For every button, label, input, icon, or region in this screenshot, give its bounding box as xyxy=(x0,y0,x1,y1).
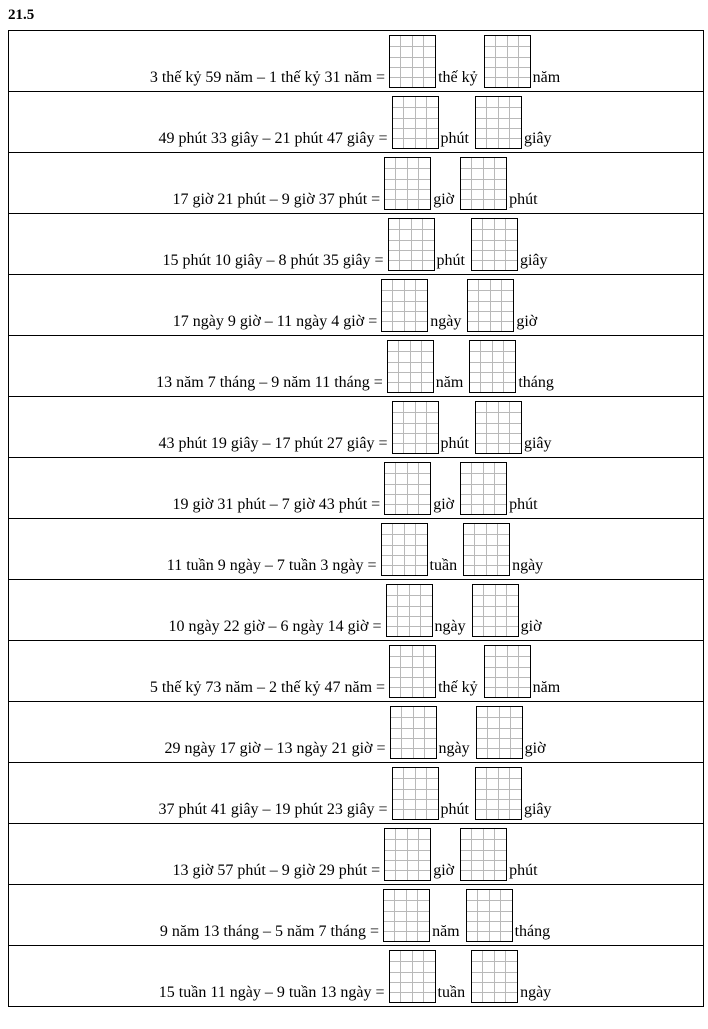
unit-label-1: thế kỷ xyxy=(438,69,478,86)
subtraction-expression: 5 thế kỷ 73 năm – 2 thế kỷ 47 năm = xyxy=(149,679,386,696)
unit-label-1: ngày xyxy=(434,618,466,635)
subtraction-expression: 17 giờ 21 phút – 9 giờ 37 phút = xyxy=(172,191,381,208)
unit-label-2: phút xyxy=(509,496,538,513)
subtraction-expression: 29 ngày 17 giờ – 13 ngày 21 giờ = xyxy=(164,740,386,757)
unit-label-1: tuần xyxy=(437,984,466,1001)
answer-box-1[interactable] xyxy=(384,828,431,881)
problem-line xyxy=(150,645,562,698)
problem-line xyxy=(162,218,549,271)
problem-line xyxy=(172,828,539,881)
unit-label-1: phút xyxy=(440,801,469,818)
unit-label-2: giờ xyxy=(516,313,538,330)
unit-label-1: ngày xyxy=(430,313,462,330)
unit-label-2: giây xyxy=(519,252,548,269)
problem-line xyxy=(167,523,545,576)
answer-box-2[interactable] xyxy=(469,340,516,393)
answer-box-1[interactable] xyxy=(392,401,439,454)
answer-box-1[interactable] xyxy=(387,340,434,393)
unit-label-2: tháng xyxy=(518,374,554,391)
unit-label-2: giây xyxy=(523,435,552,452)
answer-box-2[interactable] xyxy=(475,96,522,149)
exercise-row xyxy=(8,458,704,519)
answer-box-2[interactable] xyxy=(471,218,518,271)
subtraction-expression: 43 phút 19 giây – 17 phút 27 giây = xyxy=(158,435,388,452)
problem-line xyxy=(158,767,553,820)
subtraction-expression: 13 giờ 57 phút – 9 giờ 29 phút = xyxy=(172,862,381,879)
problem-line xyxy=(172,462,539,515)
exercise-row xyxy=(8,153,704,214)
problem-line xyxy=(150,35,562,88)
subtraction-expression: 13 năm 7 tháng – 9 năm 11 tháng = xyxy=(156,374,383,391)
answer-box-1[interactable] xyxy=(390,706,437,759)
unit-label-2: tháng xyxy=(514,923,551,940)
exercise-row xyxy=(8,763,704,824)
answer-box-2[interactable] xyxy=(460,828,507,881)
exercise-row xyxy=(8,580,704,641)
unit-label-1: phút xyxy=(440,435,469,452)
subtraction-expression: 49 phút 33 giây – 21 phút 47 giây = xyxy=(158,130,388,147)
unit-label-1: phút xyxy=(440,130,469,147)
unit-label-2: ngày xyxy=(512,557,544,574)
exercise-row xyxy=(8,885,704,946)
subtraction-expression: 15 phút 10 giây – 8 phút 35 giây = xyxy=(162,252,384,269)
exercise-number: 21.5 xyxy=(8,7,35,23)
problem-line xyxy=(160,889,552,942)
unit-label-1: tuần xyxy=(429,557,458,574)
problem-line xyxy=(159,950,553,1003)
answer-box-1[interactable] xyxy=(386,584,433,637)
subtraction-expression: 3 thế kỷ 59 năm – 1 thế kỷ 31 năm = xyxy=(149,69,386,86)
unit-label-1: năm xyxy=(435,374,464,391)
unit-label-2: giờ xyxy=(524,740,546,757)
unit-label-2: phút xyxy=(509,862,538,879)
answer-box-2[interactable] xyxy=(471,950,518,1003)
problem-line xyxy=(173,279,539,332)
unit-label-1: phút xyxy=(436,252,465,269)
exercise-table xyxy=(8,30,704,1007)
answer-box-1[interactable] xyxy=(389,645,436,698)
unit-label-2: giây xyxy=(523,801,552,818)
exercise-row xyxy=(8,702,704,763)
answer-box-2[interactable] xyxy=(476,706,523,759)
answer-box-2[interactable] xyxy=(467,279,514,332)
unit-label-1: thế kỷ xyxy=(438,679,478,696)
exercise-row xyxy=(8,92,704,153)
unit-label-1: ngày xyxy=(438,740,470,757)
answer-box-1[interactable] xyxy=(392,767,439,820)
answer-box-1[interactable] xyxy=(384,157,431,210)
subtraction-expression: 10 ngày 22 giờ – 6 ngày 14 giờ = xyxy=(168,618,382,635)
exercise-row xyxy=(8,214,704,275)
answer-box-1[interactable] xyxy=(392,96,439,149)
answer-box-2[interactable] xyxy=(484,645,531,698)
problem-line xyxy=(164,706,547,759)
answer-box-2[interactable] xyxy=(460,462,507,515)
unit-label-1: năm xyxy=(432,923,460,940)
answer-box-1[interactable] xyxy=(388,218,435,271)
unit-label-1: giờ xyxy=(433,862,455,879)
problem-line xyxy=(158,96,553,149)
answer-box-1[interactable] xyxy=(383,889,430,942)
answer-box-1[interactable] xyxy=(381,523,428,576)
unit-label-2: năm xyxy=(532,69,561,86)
unit-label-2: năm xyxy=(532,679,561,696)
answer-box-2[interactable] xyxy=(463,523,510,576)
unit-label-2: phút xyxy=(509,191,538,208)
unit-label-2: ngày xyxy=(520,984,552,1001)
subtraction-expression: 11 tuần 9 ngày – 7 tuần 3 ngày = xyxy=(166,557,377,574)
exercise-row xyxy=(8,31,704,92)
unit-label-1: giờ xyxy=(433,496,455,513)
subtraction-expression: 17 ngày 9 giờ – 11 ngày 4 giờ = xyxy=(172,313,378,330)
exercise-row xyxy=(8,336,704,397)
subtraction-expression: 19 giờ 31 phút – 7 giờ 43 phút = xyxy=(172,496,381,513)
answer-box-2[interactable] xyxy=(475,767,522,820)
exercise-row xyxy=(8,824,704,885)
answer-box-2[interactable] xyxy=(484,35,531,88)
problem-line xyxy=(172,157,539,210)
exercise-row xyxy=(8,519,704,580)
answer-box-1[interactable] xyxy=(389,950,436,1003)
exercise-row xyxy=(8,397,704,458)
unit-label-1: giờ xyxy=(433,191,455,208)
exercise-row xyxy=(8,946,704,1007)
answer-box-2[interactable] xyxy=(475,401,522,454)
unit-label-2: giờ xyxy=(520,618,542,635)
problem-line xyxy=(158,401,553,454)
subtraction-expression: 9 năm 13 tháng – 5 năm 7 tháng = xyxy=(159,923,380,940)
unit-label-2: giây xyxy=(523,130,552,147)
problem-line xyxy=(156,340,556,393)
problem-line xyxy=(168,584,543,637)
answer-box-1[interactable] xyxy=(381,279,428,332)
answer-box-2[interactable] xyxy=(466,889,513,942)
exercise-row xyxy=(8,641,704,702)
subtraction-expression: 15 tuần 11 ngày – 9 tuần 13 ngày = xyxy=(158,984,385,1001)
answer-box-2[interactable] xyxy=(472,584,519,637)
answer-box-2[interactable] xyxy=(460,157,507,210)
answer-box-1[interactable] xyxy=(389,35,436,88)
subtraction-expression: 37 phút 41 giây – 19 phút 23 giây = xyxy=(158,801,388,818)
exercise-row xyxy=(8,275,704,336)
answer-box-1[interactable] xyxy=(384,462,431,515)
